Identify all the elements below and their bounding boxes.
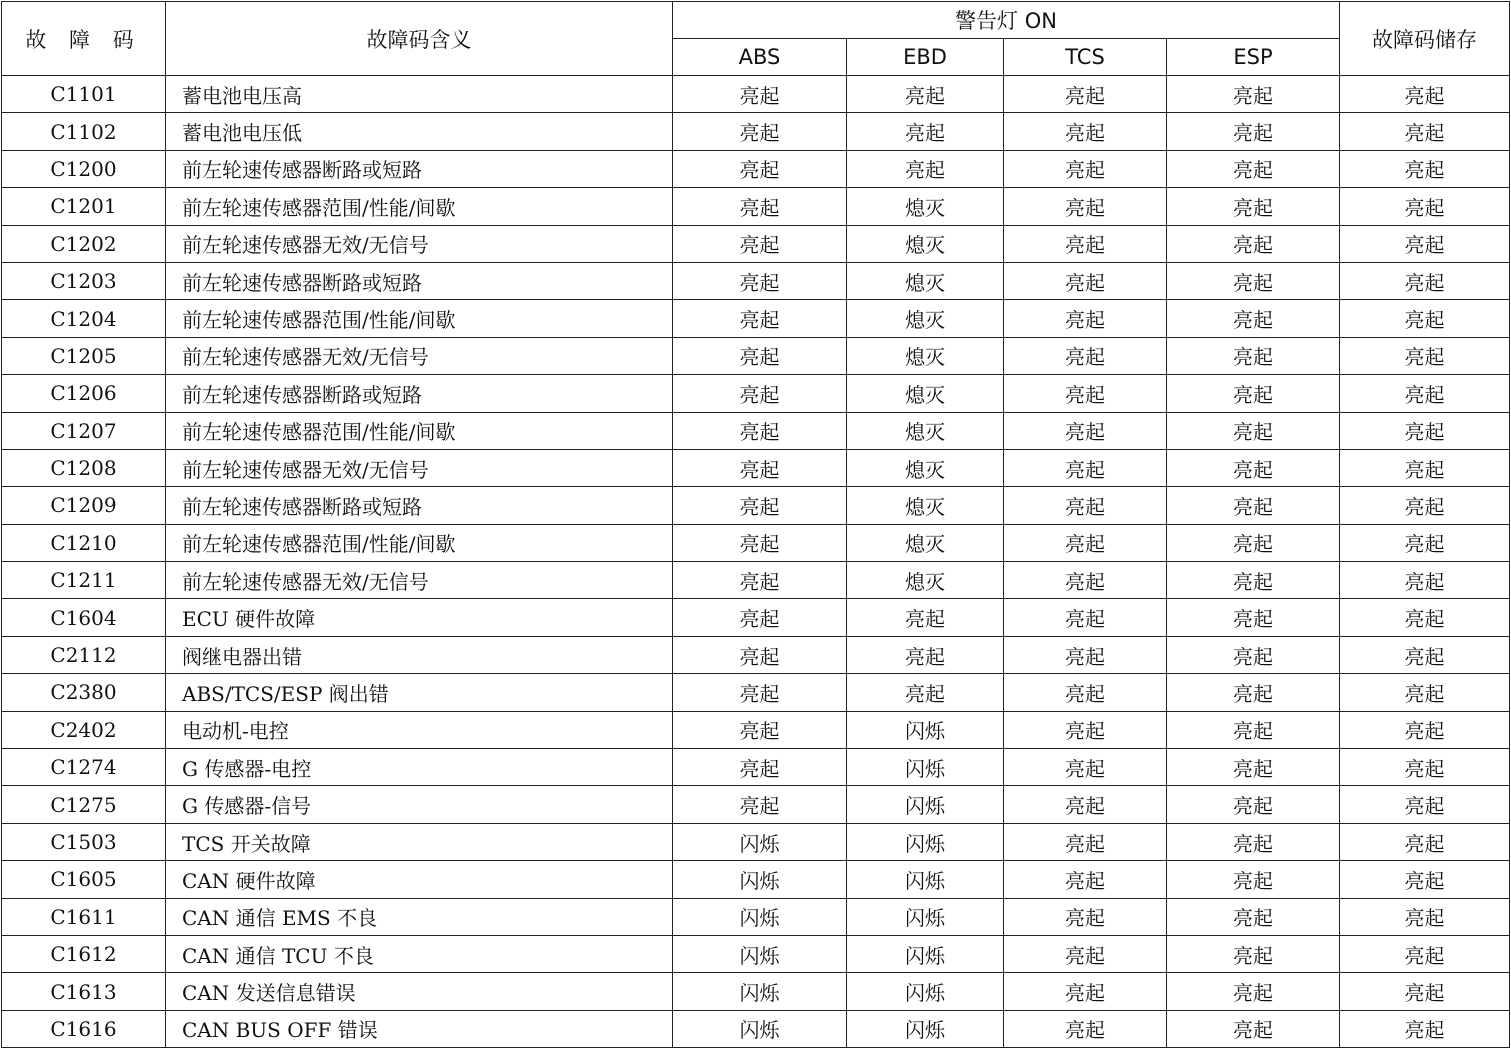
table-row: [2, 786, 1510, 823]
tcs-lamp-cell: 亮起: [1004, 337, 1167, 374]
tcs-lamp-cell: 亮起: [1004, 150, 1167, 187]
esp-lamp-cell: 亮起: [1167, 375, 1340, 412]
abs-lamp-cell: 亮起: [673, 113, 847, 150]
fault-code-cell: C2112: [2, 636, 166, 673]
tcs-lamp-cell: 亮起: [1004, 188, 1167, 225]
storage-cell: 亮起: [1340, 562, 1510, 599]
table-row: [2, 449, 1510, 486]
header-fault-code: 故 障 码: [2, 2, 166, 76]
table-row: [2, 749, 1510, 786]
abs-lamp-cell: 亮起: [673, 786, 847, 823]
table-row: [2, 711, 1510, 748]
storage-cell: 亮起: [1340, 749, 1510, 786]
storage-cell: 亮起: [1340, 711, 1510, 748]
ebd-lamp-cell: 亮起: [847, 76, 1004, 113]
fault-meaning-cell: 前左轮速传感器断路或短路: [166, 487, 673, 524]
esp-lamp-cell: 亮起: [1167, 487, 1340, 524]
table-row: [2, 861, 1510, 898]
storage-cell: 亮起: [1340, 861, 1510, 898]
esp-lamp-cell: 亮起: [1167, 412, 1340, 449]
fault-meaning-cell: 前左轮速传感器范围/性能/间歇: [166, 524, 673, 561]
fault-code-cell: C1604: [2, 599, 166, 636]
abs-lamp-cell: 亮起: [673, 524, 847, 561]
fault-meaning-cell: 前左轮速传感器断路或短路: [166, 375, 673, 412]
tcs-lamp-cell: 亮起: [1004, 898, 1167, 935]
tcs-lamp-cell: 亮起: [1004, 113, 1167, 150]
fault-meaning-cell: ECU 硬件故障: [166, 599, 673, 636]
fault-code-cell: C1203: [2, 262, 166, 299]
ebd-lamp-cell: 亮起: [847, 113, 1004, 150]
header-ebd: EBD: [847, 39, 1004, 76]
abs-lamp-cell: 亮起: [673, 412, 847, 449]
table-row: [2, 599, 1510, 636]
esp-lamp-cell: 亮起: [1167, 674, 1340, 711]
esp-lamp-cell: 亮起: [1167, 861, 1340, 898]
ebd-lamp-cell: 亮起: [847, 599, 1004, 636]
fault-code-cell: C1102: [2, 113, 166, 150]
esp-lamp-cell: 亮起: [1167, 973, 1340, 1010]
abs-lamp-cell: 亮起: [673, 300, 847, 337]
abs-lamp-cell: 亮起: [673, 225, 847, 262]
esp-lamp-cell: 亮起: [1167, 599, 1340, 636]
ebd-lamp-cell: 闪烁: [847, 786, 1004, 823]
fault-meaning-cell: 阀继电器出错: [166, 636, 673, 673]
fault-meaning-cell: 前左轮速传感器无效/无信号: [166, 225, 673, 262]
table-row: [2, 225, 1510, 262]
storage-cell: 亮起: [1340, 599, 1510, 636]
abs-lamp-cell: 闪烁: [673, 861, 847, 898]
fault-meaning-cell: 前左轮速传感器范围/性能/间歇: [166, 300, 673, 337]
tcs-lamp-cell: 亮起: [1004, 861, 1167, 898]
tcs-lamp-cell: 亮起: [1004, 935, 1167, 972]
abs-lamp-cell: 闪烁: [673, 1010, 847, 1047]
table-row: [2, 300, 1510, 337]
table-row: [2, 150, 1510, 187]
esp-lamp-cell: 亮起: [1167, 76, 1340, 113]
table-row: [2, 973, 1510, 1010]
abs-lamp-cell: 亮起: [673, 674, 847, 711]
ebd-lamp-cell: 亮起: [847, 150, 1004, 187]
fault-meaning-cell: 前左轮速传感器无效/无信号: [166, 337, 673, 374]
fault-code-cell: C1205: [2, 337, 166, 374]
esp-lamp-cell: 亮起: [1167, 262, 1340, 299]
tcs-lamp-cell: 亮起: [1004, 300, 1167, 337]
esp-lamp-cell: 亮起: [1167, 524, 1340, 561]
fault-code-cell: C1201: [2, 188, 166, 225]
esp-lamp-cell: 亮起: [1167, 188, 1340, 225]
table-row: [2, 636, 1510, 673]
ebd-lamp-cell: 闪烁: [847, 898, 1004, 935]
table-row: [2, 375, 1510, 412]
abs-lamp-cell: 亮起: [673, 562, 847, 599]
storage-cell: 亮起: [1340, 412, 1510, 449]
abs-lamp-cell: 亮起: [673, 375, 847, 412]
esp-lamp-cell: 亮起: [1167, 636, 1340, 673]
storage-cell: 亮起: [1340, 262, 1510, 299]
table-body: [2, 76, 1510, 1048]
table-row: [2, 188, 1510, 225]
storage-cell: 亮起: [1340, 524, 1510, 561]
tcs-lamp-cell: 亮起: [1004, 636, 1167, 673]
tcs-lamp-cell: 亮起: [1004, 449, 1167, 486]
storage-cell: 亮起: [1340, 188, 1510, 225]
abs-lamp-cell: 闪烁: [673, 935, 847, 972]
storage-cell: 亮起: [1340, 674, 1510, 711]
esp-lamp-cell: 亮起: [1167, 749, 1340, 786]
ebd-lamp-cell: 熄灭: [847, 375, 1004, 412]
header-tcs: TCS: [1004, 39, 1167, 76]
fault-code-cell: C1616: [2, 1010, 166, 1047]
fault-meaning-cell: 电动机-电控: [166, 711, 673, 748]
fault-meaning-cell: 蓄电池电压低: [166, 113, 673, 150]
ebd-lamp-cell: 熄灭: [847, 337, 1004, 374]
tcs-lamp-cell: 亮起: [1004, 786, 1167, 823]
esp-lamp-cell: 亮起: [1167, 1010, 1340, 1047]
storage-cell: 亮起: [1340, 300, 1510, 337]
ebd-lamp-cell: 熄灭: [847, 188, 1004, 225]
fault-code-cell: C1209: [2, 487, 166, 524]
header-abs: ABS: [673, 39, 847, 76]
ebd-lamp-cell: 闪烁: [847, 749, 1004, 786]
table-row: [2, 76, 1510, 113]
fault-code-cell: C1202: [2, 225, 166, 262]
fault-code-cell: C1101: [2, 76, 166, 113]
ebd-lamp-cell: 熄灭: [847, 449, 1004, 486]
ebd-lamp-cell: 熄灭: [847, 262, 1004, 299]
abs-lamp-cell: 闪烁: [673, 973, 847, 1010]
fault-code-cell: C1275: [2, 786, 166, 823]
esp-lamp-cell: 亮起: [1167, 337, 1340, 374]
header-esp: ESP: [1167, 39, 1340, 76]
tcs-lamp-cell: 亮起: [1004, 749, 1167, 786]
ebd-lamp-cell: 闪烁: [847, 861, 1004, 898]
esp-lamp-cell: 亮起: [1167, 225, 1340, 262]
storage-cell: 亮起: [1340, 786, 1510, 823]
esp-lamp-cell: 亮起: [1167, 449, 1340, 486]
table-row: [2, 823, 1510, 860]
table-row: [2, 1010, 1510, 1047]
fault-code-cell: C1200: [2, 150, 166, 187]
tcs-lamp-cell: 亮起: [1004, 674, 1167, 711]
table-row: [2, 412, 1510, 449]
table-row: [2, 562, 1510, 599]
fault-meaning-cell: CAN 通信 EMS 不良: [166, 898, 673, 935]
ebd-lamp-cell: 熄灭: [847, 300, 1004, 337]
ebd-lamp-cell: 闪烁: [847, 973, 1004, 1010]
abs-lamp-cell: 亮起: [673, 150, 847, 187]
fault-code-cell: C1206: [2, 375, 166, 412]
esp-lamp-cell: 亮起: [1167, 823, 1340, 860]
ebd-lamp-cell: 闪烁: [847, 935, 1004, 972]
fault-code-table: [1, 1, 1510, 1048]
table-row: [2, 898, 1510, 935]
fault-code-cell: C1613: [2, 973, 166, 1010]
fault-code-cell: C1204: [2, 300, 166, 337]
table-row: [2, 674, 1510, 711]
ebd-lamp-cell: 闪烁: [847, 711, 1004, 748]
storage-cell: 亮起: [1340, 76, 1510, 113]
tcs-lamp-cell: 亮起: [1004, 225, 1167, 262]
table-row: [2, 337, 1510, 374]
tcs-lamp-cell: 亮起: [1004, 412, 1167, 449]
abs-lamp-cell: 亮起: [673, 711, 847, 748]
abs-lamp-cell: 亮起: [673, 487, 847, 524]
tcs-lamp-cell: 亮起: [1004, 262, 1167, 299]
header-fault-storage: 故障码储存: [1340, 2, 1510, 76]
storage-cell: 亮起: [1340, 636, 1510, 673]
esp-lamp-cell: 亮起: [1167, 935, 1340, 972]
fault-code-cell: C1210: [2, 524, 166, 561]
table-row: [2, 113, 1510, 150]
fault-meaning-cell: 蓄电池电压高: [166, 76, 673, 113]
ebd-lamp-cell: 闪烁: [847, 1010, 1004, 1047]
abs-lamp-cell: 亮起: [673, 749, 847, 786]
fault-meaning-cell: G 传感器-信号: [166, 786, 673, 823]
fault-meaning-cell: 前左轮速传感器断路或短路: [166, 262, 673, 299]
fault-meaning-cell: G 传感器-电控: [166, 749, 673, 786]
tcs-lamp-cell: 亮起: [1004, 711, 1167, 748]
fault-meaning-cell: TCS 开关故障: [166, 823, 673, 860]
tcs-lamp-cell: 亮起: [1004, 375, 1167, 412]
abs-lamp-cell: 亮起: [673, 599, 847, 636]
tcs-lamp-cell: 亮起: [1004, 562, 1167, 599]
abs-lamp-cell: 亮起: [673, 262, 847, 299]
header-warning-lamp-on: 警告灯 ON: [673, 2, 1340, 39]
abs-lamp-cell: 亮起: [673, 188, 847, 225]
storage-cell: 亮起: [1340, 225, 1510, 262]
fault-meaning-cell: CAN BUS OFF 错误: [166, 1010, 673, 1047]
storage-cell: 亮起: [1340, 1010, 1510, 1047]
fault-meaning-cell: CAN 通信 TCU 不良: [166, 935, 673, 972]
tcs-lamp-cell: 亮起: [1004, 487, 1167, 524]
fault-code-cell: C1503: [2, 823, 166, 860]
storage-cell: 亮起: [1340, 375, 1510, 412]
ebd-lamp-cell: 熄灭: [847, 524, 1004, 561]
fault-code-cell: C1207: [2, 412, 166, 449]
fault-meaning-cell: 前左轮速传感器无效/无信号: [166, 449, 673, 486]
fault-code-cell: C1611: [2, 898, 166, 935]
tcs-lamp-cell: 亮起: [1004, 76, 1167, 113]
fault-code-cell: C2380: [2, 674, 166, 711]
table-row: [2, 935, 1510, 972]
ebd-lamp-cell: 熄灭: [847, 487, 1004, 524]
esp-lamp-cell: 亮起: [1167, 150, 1340, 187]
fault-code-cell: C1605: [2, 861, 166, 898]
fault-meaning-cell: CAN 发送信息错误: [166, 973, 673, 1010]
fault-meaning-cell: 前左轮速传感器无效/无信号: [166, 562, 673, 599]
esp-lamp-cell: 亮起: [1167, 711, 1340, 748]
fault-code-cell: C1612: [2, 935, 166, 972]
header-fault-meaning: 故障码含义: [166, 2, 673, 76]
storage-cell: 亮起: [1340, 898, 1510, 935]
esp-lamp-cell: 亮起: [1167, 786, 1340, 823]
fault-code-cell: C2402: [2, 711, 166, 748]
storage-cell: 亮起: [1340, 487, 1510, 524]
abs-lamp-cell: 闪烁: [673, 823, 847, 860]
abs-lamp-cell: 亮起: [673, 337, 847, 374]
table-header: [2, 2, 1510, 76]
storage-cell: 亮起: [1340, 113, 1510, 150]
ebd-lamp-cell: 亮起: [847, 674, 1004, 711]
ebd-lamp-cell: 熄灭: [847, 225, 1004, 262]
table-row: [2, 487, 1510, 524]
fault-code-cell: C1208: [2, 449, 166, 486]
storage-cell: 亮起: [1340, 935, 1510, 972]
storage-cell: 亮起: [1340, 337, 1510, 374]
abs-lamp-cell: 亮起: [673, 76, 847, 113]
storage-cell: 亮起: [1340, 823, 1510, 860]
tcs-lamp-cell: 亮起: [1004, 599, 1167, 636]
table-row: [2, 262, 1510, 299]
esp-lamp-cell: 亮起: [1167, 113, 1340, 150]
fault-meaning-cell: ABS/TCS/ESP 阀出错: [166, 674, 673, 711]
tcs-lamp-cell: 亮起: [1004, 1010, 1167, 1047]
ebd-lamp-cell: 熄灭: [847, 562, 1004, 599]
storage-cell: 亮起: [1340, 150, 1510, 187]
ebd-lamp-cell: 熄灭: [847, 412, 1004, 449]
fault-meaning-cell: 前左轮速传感器断路或短路: [166, 150, 673, 187]
tcs-lamp-cell: 亮起: [1004, 823, 1167, 860]
abs-lamp-cell: 亮起: [673, 636, 847, 673]
storage-cell: 亮起: [1340, 973, 1510, 1010]
ebd-lamp-cell: 闪烁: [847, 823, 1004, 860]
fault-meaning-cell: 前左轮速传感器范围/性能/间歇: [166, 188, 673, 225]
ebd-lamp-cell: 亮起: [847, 636, 1004, 673]
tcs-lamp-cell: 亮起: [1004, 524, 1167, 561]
storage-cell: 亮起: [1340, 449, 1510, 486]
fault-meaning-cell: 前左轮速传感器范围/性能/间歇: [166, 412, 673, 449]
abs-lamp-cell: 闪烁: [673, 898, 847, 935]
tcs-lamp-cell: 亮起: [1004, 973, 1167, 1010]
fault-code-cell: C1274: [2, 749, 166, 786]
fault-code-cell: C1211: [2, 562, 166, 599]
esp-lamp-cell: 亮起: [1167, 300, 1340, 337]
abs-lamp-cell: 亮起: [673, 449, 847, 486]
table-row: [2, 524, 1510, 561]
fault-meaning-cell: CAN 硬件故障: [166, 861, 673, 898]
esp-lamp-cell: 亮起: [1167, 898, 1340, 935]
esp-lamp-cell: 亮起: [1167, 562, 1340, 599]
